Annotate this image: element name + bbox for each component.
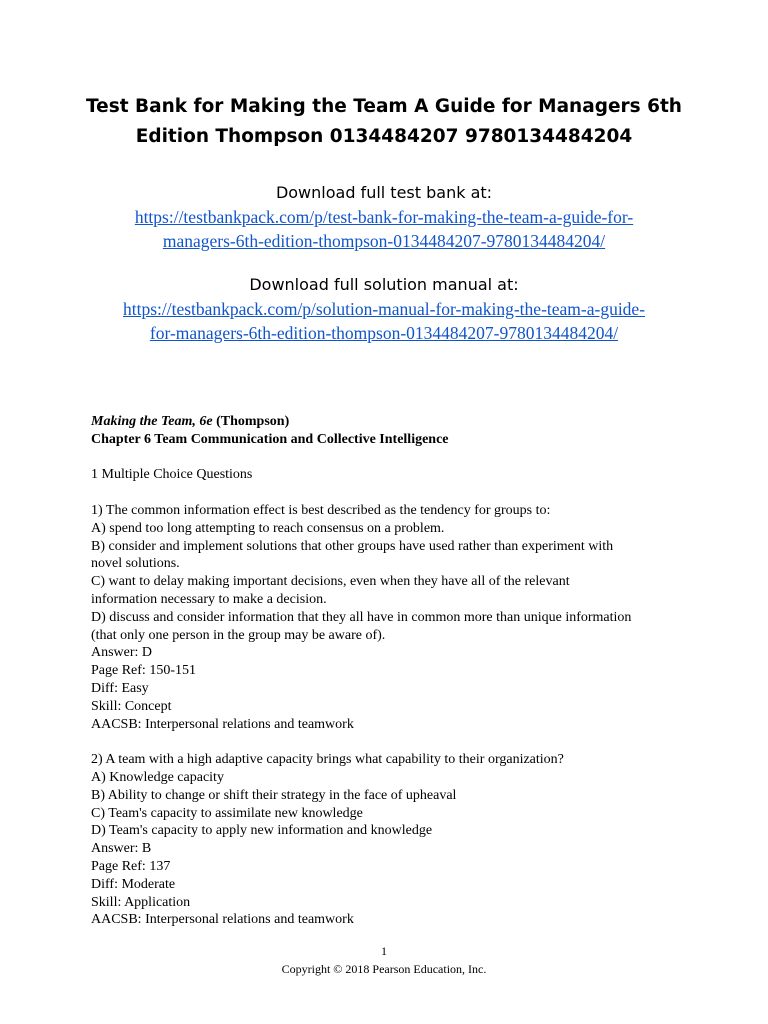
page-number: 1 xyxy=(381,944,387,958)
question-line: Skill: Application xyxy=(91,894,191,910)
question-block xyxy=(91,502,701,733)
question-line: Page Ref: 150-151 xyxy=(91,663,196,679)
test-bank-link-line-2[interactable]: managers-6th-edition-thompson-0134484207-9780134484204/ xyxy=(162,231,606,251)
test-bank-download-link[interactable] xyxy=(40,205,728,253)
document-title xyxy=(40,92,728,152)
title-line-2: Edition Thompson 0134484207 9780134484204 xyxy=(135,126,633,147)
section-heading: 1 Multiple Choice Questions xyxy=(91,467,253,483)
question-line: AACSB: Interpersonal relations and teamwork xyxy=(91,716,354,732)
question-line: B) Ability to change or shift their strategy in the face of upheaval xyxy=(91,787,457,803)
question-line: AACSB: Interpersonal relations and teamwork xyxy=(91,912,354,928)
question-line: B) consider and implement solutions that other groups have used rather than experiment with xyxy=(91,538,614,554)
question-line: C) want to delay making important decisions, even when they have all of the relevant xyxy=(91,574,570,590)
book-title-italic: Making the Team, 6e xyxy=(91,414,213,429)
question-line: Diff: Moderate xyxy=(91,876,176,892)
question-line: C) Team's capacity to assimilate new knowledge xyxy=(91,805,363,821)
test-bank-download-heading: Download full test bank at: xyxy=(275,183,493,202)
chapter-heading: Chapter 6 Team Communication and Collective Intelligence xyxy=(91,431,449,447)
question-line: novel solutions. xyxy=(91,556,180,572)
question-line: Answer: B xyxy=(91,841,152,857)
questions-list xyxy=(91,502,701,929)
question-line: A) Knowledge capacity xyxy=(91,769,224,785)
question-line: information necessary to make a decision. xyxy=(91,591,327,607)
question-line: Page Ref: 137 xyxy=(91,858,171,874)
book-author: (Thompson) xyxy=(212,414,290,429)
title-line-1: Test Bank for Making the Team A Guide for Managers 6th xyxy=(86,96,682,117)
question-line: 2) A team with a high adaptive capacity brings what capability to their organization? xyxy=(91,752,564,768)
solution-manual-download-heading: Download full solution manual at: xyxy=(249,275,519,294)
solution-manual-download-link[interactable] xyxy=(40,297,728,345)
question-line: Diff: Easy xyxy=(91,680,149,696)
question-line: A) spend too long attempting to reach consensus on a problem. xyxy=(91,520,445,536)
test-bank-link-line-1[interactable]: https://testbankpack.com/p/test-bank-for-making-the-team-a-guide-for- xyxy=(134,207,634,227)
question-line: D) Team's capacity to apply new information and knowledge xyxy=(91,823,433,839)
question-line: Skill: Concept xyxy=(91,698,172,714)
solution-link-line-2[interactable]: for-managers-6th-edition-thompson-0134484207-9780134484204/ xyxy=(149,323,619,343)
document-body xyxy=(91,413,701,929)
question-line: Answer: D xyxy=(91,645,153,661)
copyright-notice: Copyright © 2018 Pearson Education, Inc. xyxy=(281,962,487,976)
question-line: (that only one person in the group may be aware of). xyxy=(91,627,386,643)
question-line: 1) The common information effect is best described as the tendency for groups to: xyxy=(91,502,551,518)
question-block xyxy=(91,751,701,929)
solution-link-line-1[interactable]: https://testbankpack.com/p/solution-manual-for-making-the-team-a-guide- xyxy=(122,299,646,319)
question-line: D) discuss and consider information that they all have in common more than unique information xyxy=(91,609,632,625)
book-title xyxy=(91,413,701,431)
